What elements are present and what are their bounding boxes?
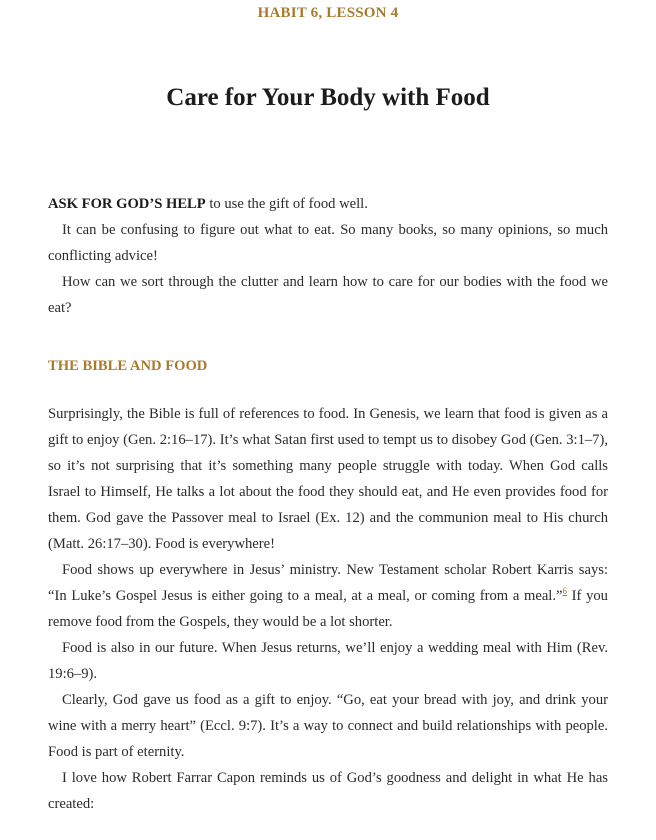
lead-in: ASK FOR GOD’S HELP (48, 196, 206, 212)
section-paragraph-1: Surprisingly, the Bible is full of references to food. In Genesis, we learn that food is given as a gift to enjoy (Gen. 2:16–17). It’s what Satan first used to tempt us to disobey God (Gen. 3:1–7), so it’s not surprising that it’s something many people struggle with today. When God calls Israel to Himself, He talks a lot about the food they should eat, and He even provides food for them. God gave the Passover meal to Israel (Ex. 12) and the communion meal to His church (Matt. 26:17–30). Food is everywhere! (48, 406, 608, 552)
page-title: Care for Your Body with Food (166, 84, 490, 111)
section-paragraph-5: I love how Robert Farrar Capon reminds us of God’s goodness and delight in what He has created: (48, 770, 608, 812)
section-heading: THE BIBLE AND FOOD (48, 358, 208, 374)
body-text (48, 191, 608, 817)
chapter-header: HABIT 6, LESSON 4 (257, 5, 399, 21)
section-paragraph-2 (48, 557, 608, 635)
section-paragraph-3: Food is also in our future. When Jesus returns, we’ll enjoy a wedding meal with Him (Rev. 19:6–9). (48, 640, 608, 682)
footnote-link[interactable]: 6 (562, 586, 567, 597)
paragraph-text: If you remove food from the Gospels, they would be a lot shorter. (48, 588, 608, 630)
intro-paragraph (48, 191, 608, 217)
intro-paragraph-2: It can be confusing to figure out what to eat. So many books, so many opinions, so much conflicting advice! (48, 222, 608, 264)
lead-in-rest: to use the gift of food well. (205, 196, 368, 212)
paragraph-text: Food shows up everywhere in Jesus’ ministry. New Testament scholar Robert Karris says: “In Luke’s Gospel Jesus is either going to a meal, at a meal, or coming from a meal.” (48, 562, 608, 604)
intro-paragraph-3: How can we sort through the clutter and learn how to care for our bodies with the food we eat? (48, 274, 608, 316)
section-paragraph-4: Clearly, God gave us food as a gift to enjoy. “Go, eat your bread with joy, and drink your wine with a merry heart” (Eccl. 9:7). It’s a way to connect and build relationships with people. Food is part of eternity. (48, 692, 608, 760)
